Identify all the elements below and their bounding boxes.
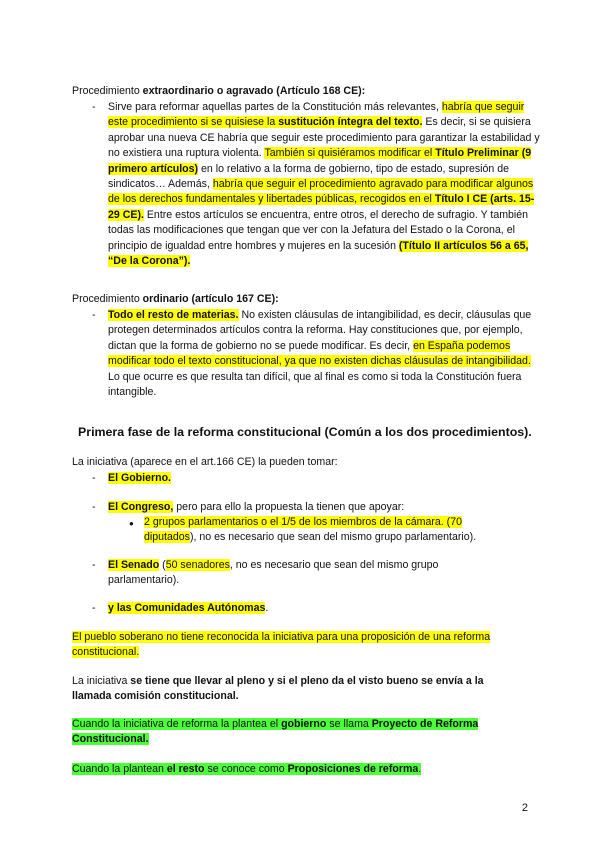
bullet-marker: ● [129, 519, 134, 528]
pueblo-paragraph: El pueblo soberano no tiene reconocida la iniciativa para una proposición de una reforma constitucional. [72, 631, 491, 659]
highlight: También si quisiéramos modificar el [264, 147, 436, 160]
section-ordinario-body: Todo el resto de materias. No existen cláusulas de intangibilidad, es decir, cláusulas que protegen determinados artículos contra la reforma. Hay constituciones que, por ejemplo, dictan que la forma de gobierno no se puede modificar. Es decir, en España podemos modificar todo el texto constitucional, ya que no existen dichas cláusulas de intangibilidad. Lo que ocurre es que resulta tan difícil, que al final es como si toda la Constitución fuera intangible. [108, 309, 532, 399]
page-number: 2 [521, 802, 528, 814]
highlight: habría que seguir este procedimiento si se quisiese la [108, 101, 525, 129]
highlight: habría que seguir el procedimiento agravado para modificar algunos de los derechos fundamentales y libertades públicas, recogidos en el [108, 178, 534, 206]
dash-marker: - [92, 501, 96, 513]
highlight-bold: Todo el resto de materias. [108, 309, 239, 321]
section-ordinario-intro: Procedimiento ordinario (artículo 167 CE): [72, 293, 279, 305]
initiative-ccaa: y las Comunidades Autónomas. [108, 602, 269, 614]
intro-text: Procedimiento [72, 85, 143, 97]
dash-marker: - [92, 309, 96, 321]
pleno-paragraph: La iniciativa se tiene que llevar al pleno y si el pleno da el visto bueno se envía a la llamada comisión constitucional. [72, 675, 484, 703]
proyecto-reforma-paragraph: Cuando la iniciativa de reforma la plantea el gobierno se llama Proyecto de Reforma Constitucional. [72, 718, 479, 746]
dash-marker: - [92, 101, 96, 113]
dash-marker: - [92, 602, 96, 614]
section-extraordinario-intro [72, 84, 542, 99]
initiative-intro: La iniciativa (aparece en el art.166 CE) la pueden tomar: [72, 456, 338, 468]
dash-marker: - [92, 559, 96, 571]
highlight-bold: Título I CE (arts. 15-29 CE). [108, 193, 535, 221]
initiative-congreso: El Congreso, pero para ello la propuesta la tienen que apoyar: [108, 501, 405, 513]
highlight-bold: sustitución íntegra del texto. [278, 116, 423, 129]
intro-bold: extraordinario o agravado (Artículo 168 CE): [142, 85, 366, 97]
dash-marker: - [92, 472, 96, 484]
initiative-congreso-bullet: 2 grupos parlamentarios o el 1/5 de los miembros de la cámara. (70 diputados), no es necesario que sean del mismo grupo parlamentario). [144, 516, 477, 544]
highlight-bold: Título Preliminar (9 primero artículos) [108, 147, 532, 175]
highlight: en España podemos modificar todo el texto constitucional, ya que no existen dichas cláusulas de intangibilidad. [108, 339, 531, 368]
section-extraordinario-body: Sirve para reformar aquellas partes de la Constitución más relevantes, habría que seguir este procedimiento si se quisiese la sustitución íntegra del texto. Es decir, si se quisiera aprobar una nueva CE habría que seguir este procedimiento para garantizar la estabilidad y no existiera una ruptura violenta. También si quisiéramos modificar el Título Preliminar (9 primero artículos) en lo relativo a la forma de gobierno, tipo de estado, supresión de sindicatos… Además, habría que seguir el procedimiento agravado para modificar algunos de los derechos fundamentales y libertades públicas, recogidos en el Título I CE (arts. 15-29 CE). Entre estos artículos se encuentra, entre otros, el derecho de sufragio. Y también todas las modificaciones que tengan que ver con la Jefatura del Estado o la Corona, el principio de igualdad entre hombres y mujeres en la sucesión (Título II artículos 56 a 65, “De la Corona”). [108, 101, 540, 268]
proposiciones-reforma-paragraph: Cuando la plantean el resto se conoce como Proposiciones de reforma. [72, 763, 422, 775]
highlight-bold: (Título II artículos 56 a 65, “De la Corona”). [108, 239, 529, 268]
section-heading: Primera fase de la reforma constitucional (Común a los dos procedimientos). [78, 425, 532, 439]
initiative-senado: El Senado (50 senadores, no es necesario que sean del mismo grupo parlamentario). [108, 559, 439, 587]
initiative-gobierno: El Gobierno. [108, 472, 171, 484]
